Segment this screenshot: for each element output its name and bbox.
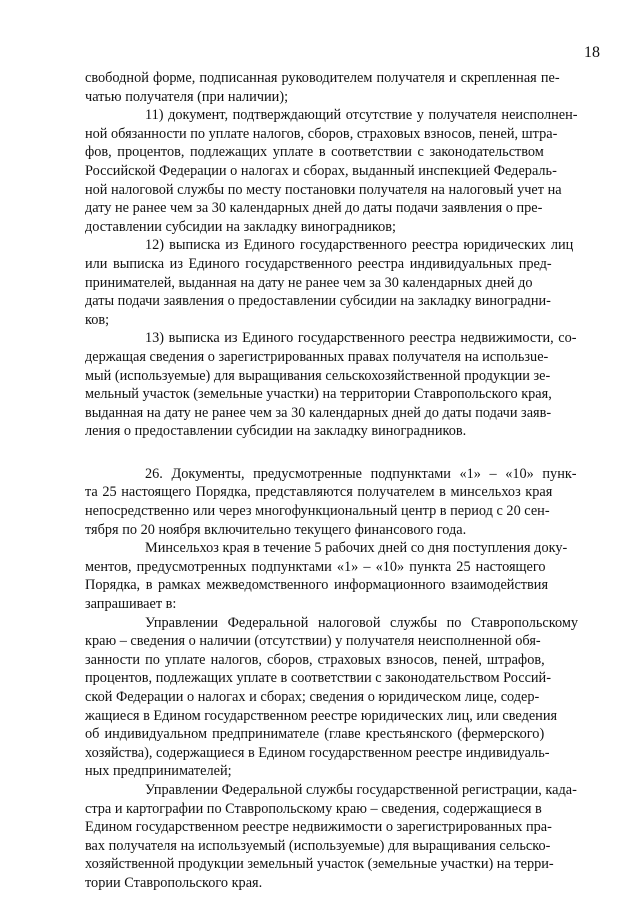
text-line: жащиеся в Едином государственном реестре юридических лиц, или сведения [85,707,558,724]
text-line: непосредственно или через многофункциональный центр в период с 20 сен- [85,503,550,520]
paragraph-continuation [85,69,598,106]
text-line: мый (используемые) для выращивания сельскохозяйственной продукции зе- [85,367,551,384]
text-line: занности по уплате налогов, сборов, страховых взносов, пеней, штрафов, [85,651,545,668]
text-line: хозяйства), содержащиеся в Едином государственном реестре индивидуаль- [85,744,550,761]
text-line: мельный участок (земельные участки) на территории Ставропольского края, [85,386,552,403]
text-line: 11) документ, подтверждающий отсутствие у получателя неисполнен- [145,107,578,124]
text-line: Управлении Федеральной налоговой службы по Ставропольскому [145,614,579,631]
text-line: Управлении Федеральной службы государственной регистрации, када- [145,781,577,798]
text-line: ной обязанности по уплате налогов, сборов, страховых взносов, пеней, штра- [85,125,558,142]
paragraph-request [85,539,598,613]
text-line: Минсельхоз края в течение 5 рабочих дней со дня поступления доку- [145,540,568,557]
text-line: хозяйственной продукции земельный участок (земельные участки) на терри- [85,856,554,873]
text-line: стра и картографии по Ставропольскому краю – сведения, содержащиеся в [85,800,542,817]
text-line: краю – сведения о наличии (отсутствии) у получателя неисполненной обя- [85,633,541,650]
text-line: чатью получателя (при наличии); [85,88,289,105]
text-line: держащая сведения о зарегистрированных правах получателя на использue- [85,348,549,365]
text-line: Порядка, в рамках межведомственного информационного взаимодействия [85,577,549,594]
text-line: 12) выписка из Единого государственного реестра юридических лиц [145,237,574,254]
text-line: ления о предоставлении субсидии на закладку виноградников. [85,423,467,440]
text-line: Российской Федерации о налогах и сборах, выданный инспекцией Федераль- [85,162,557,179]
text-line: свободной форме, подписанная руководителем получателя и скрепленная пе- [85,70,560,86]
text-line: ментов, предусмотренных подпунктами «1» – «10» пункта 25 настоящего [85,558,546,575]
text-line: 26. Документы, предусмотренные подпунктами «1» – «10» пунк- [145,465,577,482]
page-number: 18 [584,44,600,61]
text-line: 13) выписка из Единого государственного реестра недвижимости, со- [145,330,577,347]
text-line: Едином государственном реестре недвижимости о зарегистрированных пра- [85,819,552,836]
paragraph-item-26 [85,465,598,539]
paragraph-item-11 [85,106,598,236]
paragraph-item-12 [85,236,598,329]
text-line: доставлении субсидии на закладку виноградников; [85,218,396,235]
paragraph-gap [85,441,598,465]
text-line: вах получателя на используемый (используемые) для выращивания сельско- [85,837,551,854]
text-line: даты подачи заявления о предоставлении субсидии на закладку виноградни- [85,293,551,310]
text-line: об индивидуальном предпринимателе (главе крестьянского (фермерского) [85,726,545,743]
text-line: та 25 настоящего Порядка, представляются получателем в минсельхоз края [85,484,553,501]
text-line: ных предпринимателей; [85,763,232,780]
document-body [85,69,598,893]
paragraph-item-13 [85,329,598,441]
text-line: или выписка из Единого государственного реестра индивидуальных пред- [85,255,552,272]
text-line: запрашивает в: [85,596,177,613]
paragraph-rosreestr [85,781,598,893]
text-line: процентов, подлежащих уплате в соответствии с законодательством Россий- [85,670,551,687]
text-line: выданная на дату не ранее чем за 30 календарных дней до даты подачи заяв- [85,404,552,421]
text-line: дату не ранее чем за 30 календарных дней до даты подачи заявления о пре- [85,200,543,217]
text-line: ной налоговой службы по месту постановки получателя на налоговый учет на [85,181,562,198]
text-line: фов, процентов, подлежащих уплате в соответствии с законодательством [85,144,544,161]
text-line: принимателей, выданная на дату не ранее чем за 30 календарных дней до [85,274,533,291]
text-line: ков; [85,311,110,328]
text-line: тории Ставропольского края. [85,874,263,891]
text-line: тября по 20 ноября включительно текущего финансового года. [85,521,467,538]
text-line: ской Федерации о налогах и сборах; сведения о юридическом лице, содер- [85,689,540,705]
paragraph-tax-service [85,614,598,781]
